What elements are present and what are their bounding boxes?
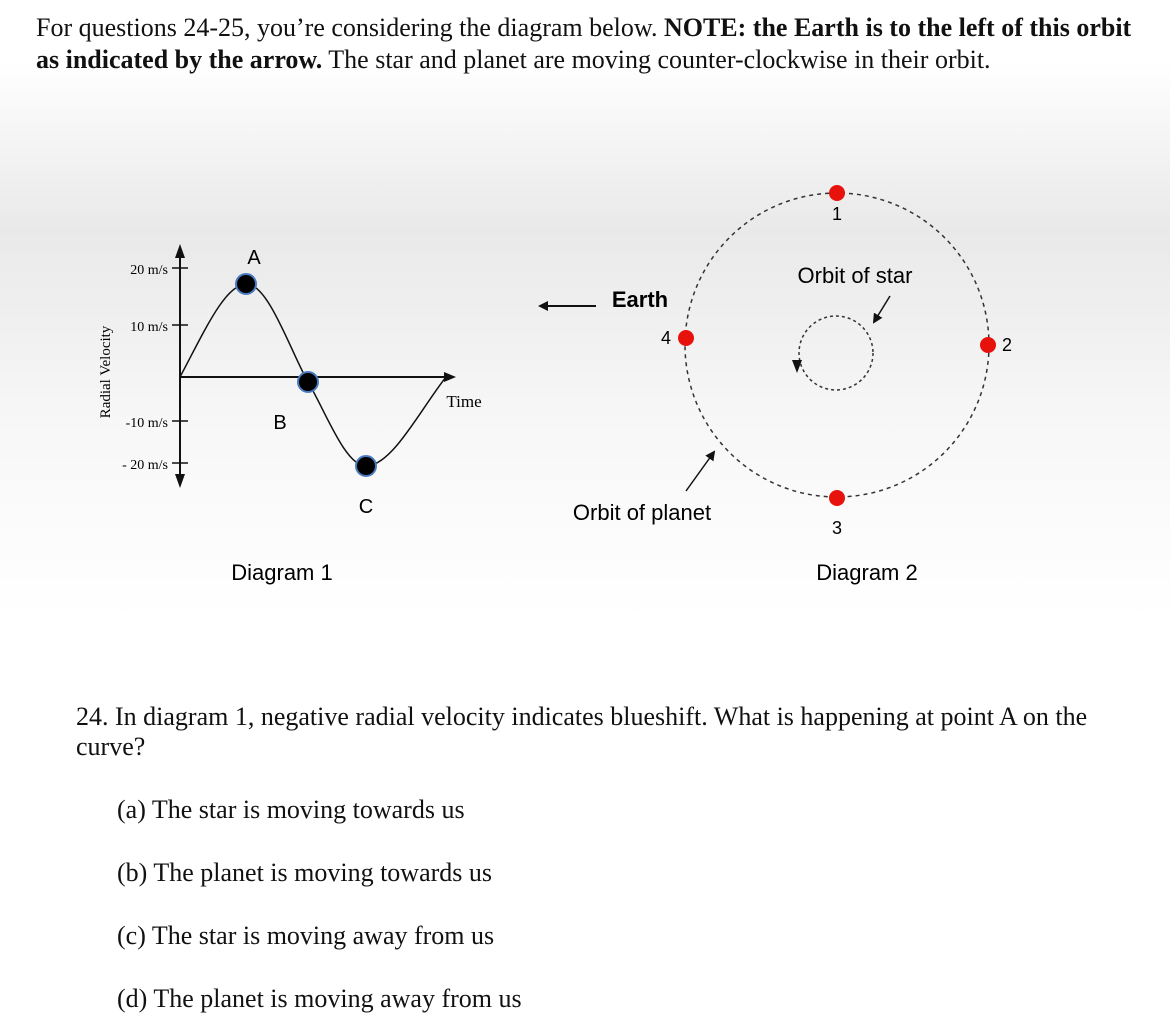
diagram-1-caption: Diagram 1 xyxy=(231,560,333,585)
orbit-of-star-pointer xyxy=(874,296,890,322)
tick-label-neg20: - 20 m/s xyxy=(122,458,168,473)
diagram-1 xyxy=(98,244,482,585)
y-axis-label: Radial Velocity xyxy=(98,325,114,419)
point-c-marker xyxy=(356,456,376,476)
point-a-marker xyxy=(236,274,256,294)
y-axis-arrow-down-icon xyxy=(175,474,185,488)
tick-label-20: 20 m/s xyxy=(130,263,168,278)
y-axis-arrow-up-icon xyxy=(175,244,185,258)
point-c-label: C xyxy=(358,496,374,518)
planet-orbit xyxy=(685,193,989,497)
position-label-1: 1 xyxy=(831,204,843,224)
tick-label-neg10: -10 m/s xyxy=(125,416,168,431)
question-number: 24. xyxy=(76,702,109,731)
position-label-2: 2 xyxy=(1001,335,1013,355)
question-text: In diagram 1, negative radial velocity indicates blueshift. What is happening at point A on the curve? xyxy=(76,702,1088,761)
planet-position-3 xyxy=(829,490,845,506)
position-label-3: 3 xyxy=(831,518,843,538)
option-c[interactable]: (c) The star is moving away from us xyxy=(117,921,495,950)
position-label-4: 4 xyxy=(660,328,672,348)
diagram-2-caption: Diagram 2 xyxy=(816,560,918,585)
orbit-of-planet-pointer xyxy=(686,452,714,491)
earth-label: Earth xyxy=(611,287,669,312)
option-b[interactable]: (b) The planet is moving towards us xyxy=(117,858,493,887)
planet-position-4 xyxy=(678,330,694,346)
point-a-label: A xyxy=(247,247,261,269)
intro-text-1: For questions 24-25, you’re considering the diagram below. xyxy=(36,13,664,42)
tick-label-10: 10 m/s xyxy=(130,320,168,335)
point-b-marker xyxy=(298,372,318,392)
planet-position-1 xyxy=(829,185,845,201)
point-b-label: B xyxy=(273,412,287,434)
star-orbit xyxy=(799,316,873,390)
orbit-of-planet-label: Orbit of planet xyxy=(572,500,712,525)
option-a[interactable]: (a) The star is moving towards us xyxy=(117,795,465,824)
star-orbit-direction-arrow-icon xyxy=(792,360,802,373)
x-axis-label: Time xyxy=(446,392,482,411)
orbit-of-star-label: Orbit of star xyxy=(797,263,913,288)
intro-note-bold: NOTE: the Earth is to the left of this orbit as indicated by the arrow. xyxy=(36,13,1132,74)
option-d[interactable]: (d) The planet is moving away from us xyxy=(117,984,522,1013)
question-24 xyxy=(76,702,1136,762)
planet-position-2 xyxy=(980,337,996,353)
intro-text-2: The star and planet are moving counter-clockwise in their orbit. xyxy=(322,45,991,74)
diagram-2 xyxy=(540,185,1012,585)
